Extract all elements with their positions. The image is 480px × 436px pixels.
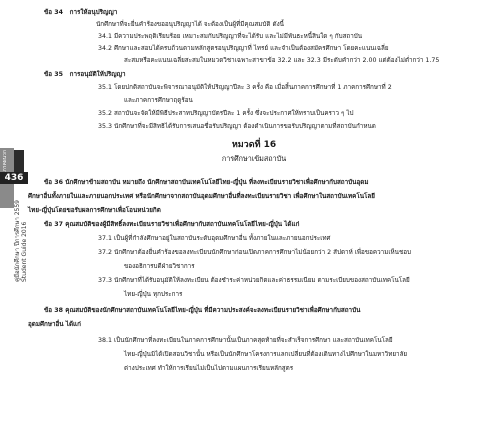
chapter-heading: หมวดที่ 16 — [231, 140, 277, 150]
clause-37-3-cont: ไทย-ญี่ปุ่น ทุกประการ — [124, 291, 183, 298]
section-36-cont-1: ศึกษาอื่นทั้งภายในและภายนอกประเทศ หรือนักศึกษาจากสถาบันอุดมศึกษาอื่นที่ลงทะเบียนรายวิชา เพื่อศึกษาในสถาบันเทคโนโลยี — [28, 193, 375, 200]
section-title: การอนุมัติให้ปริญญา — [69, 71, 126, 78]
section-35-heading — [44, 70, 126, 80]
clause-34-2: 34.2 ศึกษาและสอบได้ครบถ้วนตามหลักสูตรอนุปริญญาที่ ไทรย์ และจำเป็นต้องสมัครศึกษา โดยคะแนนเฉลี่ย — [98, 45, 389, 52]
clause-35-2: 35.2 สถาบันจะจัดให้มีพิธีประสาทปริญญาบัตรปีละ 1 ครั้ง ซึ่งจะประกาศให้ทราบเป็นคราว ๆ ไป — [98, 110, 354, 117]
section-37-heading: ข้อ 37 คุณสมบัติของผู้มีสิทธิ์ลงทะเบียนรายวิชาเพื่อศึกษากับสถาบันเทคโนโลยีไทย-ญี่ปุ่น ได้แก่ — [44, 221, 300, 228]
clause-38-1-cont-2: ต่างประเทศ ทำให้การเรียนไม่เป็นไปตามแผนการเรียนหลักสูตร — [124, 365, 294, 372]
side-vertical-title — [14, 200, 28, 282]
clause-37-2: 37.2 นักศึกษาต้องยื่นคำร้องขอลงทะเบียนนักศึกษาก่อนเปิดภาคการศึกษาไม่น้อยกว่า 2 สัปดาห์ เพื่อขอความเห็นชอบ — [98, 249, 412, 256]
clause-37-2-cont: ของอธิการบดีฝ่ายวิชาการ — [124, 263, 195, 270]
clause-38-1: 38.1 เป็นนักศึกษาที่ลงทะเบียนในภาคการศึกษานั้นเป็นภาคสุดท้ายที่จะสำเร็จการศึกษา และสถาบันเทคโนโลยี — [98, 337, 393, 344]
section-number: ข้อ 34 — [44, 9, 64, 16]
clause-37-1: 37.1 เป็นผู้ที่กำลังศึกษาอยู่ในสถาบันระดับอุดมศึกษาอื่น ทั้งภายในและภายนอกประเทศ — [98, 235, 331, 242]
clause-35-3: 35.3 นักศึกษาที่จะมีสิทธิได้รับการเสนอชื่อรับปริญญา ต้องดำเนินการขอรับปริญญาตามที่สถาบันกำหนด — [98, 123, 376, 130]
clause-35-1: 35.1 โดยปกติสถาบันจะพิจารณาอนุมัติให้ปริญญาปีละ 3 ครั้ง คือ เมื่อสิ้นภาคการศึกษาที่ 1 ภาคการศึกษาที่ 2 — [98, 84, 392, 91]
section-38-cont: อุดมศึกษาอื่น ได้แก่ — [28, 321, 81, 328]
side-vertical-title-th: คู่มือนักศึกษา ปีการศึกษา 2559 — [14, 200, 21, 282]
clause-34-2-cont: สะสมหรือคะแนนเฉลี่ยสะสมในหมวดวิชาเฉพาะสาขาข้อ 32.2 และ 32.3 มีระดับคำกว่า 2.00 แต่ต้องไม่ต่ำกว่า 1.75 — [124, 57, 440, 64]
section-34-intro: นักศึกษาที่จะยื่นคำร้องขออนุปริญญาได้ จะต้องเป็นผู้ที่มีคุณสมบัติ ดังนี้ — [96, 21, 284, 28]
section-36: ข้อ 36 นักศึกษาข้ามสถาบัน หมายถึง นักศึกษาสถาบันเทคโนโลยีไทย-ญี่ปุ่น ที่ลงทะเบียนรายวิชาเพื่อศึกษากับสถาบันอุดม — [44, 179, 369, 186]
side-vertical-title-en: Student Guide 2016 — [21, 221, 28, 282]
clause-34-1: 34.1 มีความประพฤติเรียบร้อย เหมาะสมกับปริญญาที่จะได้รับ และไม่มีพันธะหนี้สินใด ๆ กับสถาบัน — [98, 33, 363, 40]
clause-38-1-cont-1: ไทย-ญี่ปุ่นมิได้เปิดสอนวิชานั้น หรือเป็นนักศึกษาโครงการแลกเปลี่ยนที่ต้องเดินทางไปศึกษาในมหาวิทยาลัย — [124, 351, 408, 358]
section-title: การให้อนุปริญญา — [69, 9, 118, 16]
clause-37-3: 37.3 นักศึกษาที่ได้รับอนุมัติให้ลงทะเบียน ต้องชำระค่าหน่วยกิตและค่าธรรมเนียม ตามระเบียบของสถาบันเทคโนโลยี — [98, 277, 410, 284]
section-34-heading — [44, 8, 117, 18]
section-number: ข้อ 35 — [44, 71, 64, 78]
clause-35-1-cont: และภาคการศึกษาฤดูร้อน — [124, 97, 193, 104]
page-number: 436 — [0, 172, 28, 184]
chapter-title: การศึกษาเข้มสถาบัน — [221, 154, 287, 163]
section-36-cont-2: ไทย-ญี่ปุ่นโดยขอรับผลการศึกษาเพื่อโอนหน่วยกิต — [28, 207, 161, 214]
side-tab-label: ภาคผนวก — [2, 150, 8, 172]
section-38: ข้อ 38 คุณสมบัติของนักศึกษาสถาบันเทคโนโลยีไทย-ญี่ปุ่น ที่มีความประสงค์จะลงทะเบียนรายวิชาเพื่อศึกษากับสถาบัน — [44, 307, 361, 314]
